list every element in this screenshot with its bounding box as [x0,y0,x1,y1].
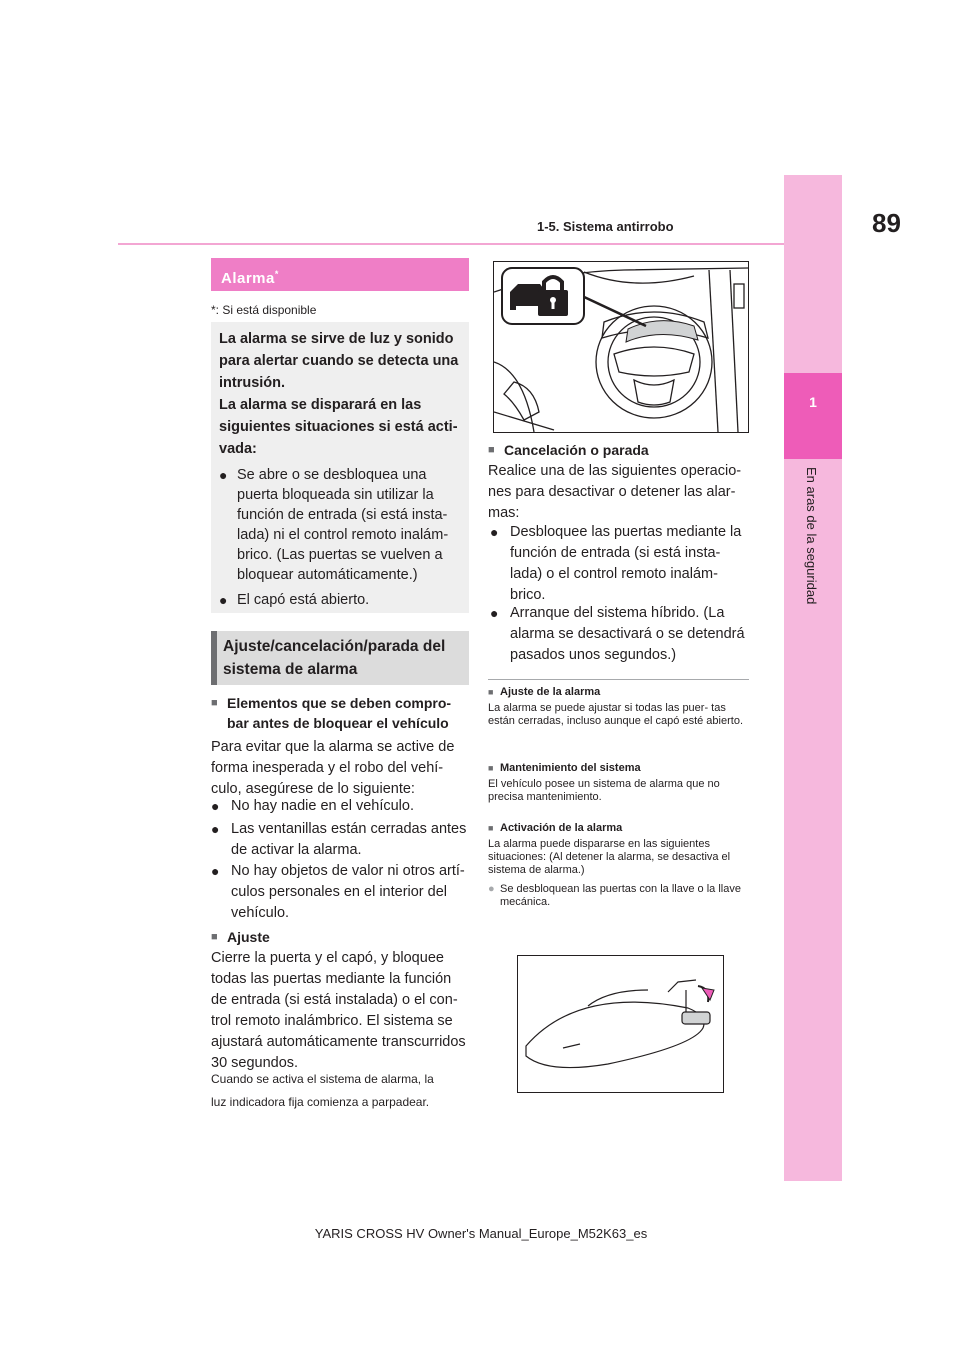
note-alarm-setting [488,685,749,728]
cancel-item [490,603,749,666]
chapter-number: 1 [809,394,817,410]
intro-line: La alarma se sirve de luz y sonido [219,331,454,347]
check-items-heading-text [227,693,451,733]
note-heading [488,685,749,699]
note-text: La alarma puede dispararse en las siguientes situaciones: (Al detener la alarma, se desactiva el sistema de alarma.) [488,838,731,876]
check-items-heading-line: bar antes de bloquear el vehículo [227,715,449,731]
alarm-trigger-item [219,465,464,585]
settings-heading [211,631,469,685]
alarm-heading [211,258,469,291]
square-icon: ■ [488,823,494,833]
footer [0,1226,960,1241]
notes-divider [488,679,749,680]
bullet-icon: ● [211,863,220,879]
alarm-intro [219,328,464,460]
note-maintenance [488,761,749,804]
note-heading [488,821,749,835]
cancel-heading [488,440,749,460]
section-title: 1-5. Sistema antirrobo [537,219,674,234]
setting-note-line: Cuando se activa el sistema de alarma, la [211,1072,434,1086]
bullet-icon: ● [219,467,228,483]
note-heading-text: Mantenimiento del sistema [500,762,641,774]
cancel-item [490,522,749,606]
chapter-side-strip [784,175,842,1181]
setting-text: Cierre la puerta y el capó, y bloquee todas las puertas mediante la función de entrada (si está instalada) o el con- trol remoto inalámbrico. El sistema se ajustará automáticamente transcurridos 30 segundos. [211,950,466,1071]
cancel-item-text: Arranque del sistema híbrido. (La alarma se desactivará o se detendrá pasados unos segundos.) [510,605,745,663]
footer-text: YARIS CROSS HV Owner's Manual_Europe_M52K63_es [314,1226,648,1241]
intro-line: La alarma se disparará en las [219,397,422,413]
intro-line: siguientes situaciones si está acti- [219,419,458,435]
settings-heading-line: Ajuste/cancelación/parada del [223,638,446,655]
square-icon: ■ [488,687,494,697]
check-item-text: No hay objetos de valor ni otros artí- culos personales en el interior del vehículo. [231,863,465,921]
bullet-icon: ● [490,605,499,621]
square-icon: ■ [488,444,495,456]
check-items-heading-line: Elementos que se deben compro- [227,695,452,711]
setting-heading-text: Ajuste [227,929,270,945]
alarm-trigger-text: El capó está abierto. [237,592,370,608]
chapter-tab [784,373,842,459]
alarm-heading-mark: * [274,269,279,279]
alarm-trigger-item [219,590,464,610]
dashboard-drawing [494,262,748,432]
square-icon: ■ [488,763,494,773]
note-activation [488,821,749,909]
setting-note-line: luz indicadora fija comienza a parpadear. [211,1095,430,1109]
intro-line: vada: [219,441,257,457]
bullet-icon: ● [219,592,228,608]
note-heading-text: Ajuste de la alarma [500,686,601,698]
intro-line: para alertar cuando se detecta una [219,353,459,369]
note-heading [488,761,749,775]
check-item [211,861,469,924]
bullet-icon: ● [490,524,499,540]
setting-heading [211,927,469,947]
cancel-intro: Realice una de las siguientes operacio- nes para desactivar o detener las alar- mas: [488,463,742,521]
square-icon: ■ [211,697,218,709]
availability-footnote: *: Si está disponible [211,303,317,317]
note-heading-text: Activación de la alarma [500,822,623,834]
intro-line: intrusión. [219,375,286,391]
header-rule [118,243,784,245]
check-items-heading [211,693,469,733]
check-item-text: No hay nadie en el vehículo. [231,798,414,814]
alarm-heading-text: Alarma [221,270,275,287]
page-number: 89 [872,208,901,238]
chapter-label-text: En aras de la seguridad [804,467,819,605]
door-handle-drawing [518,956,723,1092]
check-item-text: Las ventanillas están cerradas antes de activar la alarma. [231,821,467,858]
bullet-icon: ● [211,821,220,837]
note-bullet-text: Se desbloquean las puertas con la llave o la llave mecánica. [500,883,741,908]
bullet-icon: ● [211,798,220,814]
chapter-label [804,467,822,627]
settings-heading-line: sistema de alarma [223,661,358,678]
bullet-icon: ● [488,883,495,895]
cancel-heading-text: Cancelación o parada [504,442,649,458]
note-text: La alarma se puede ajustar si todas las puer- tas están cerradas, incluso aunque el capó esté abierto. [488,702,743,727]
dashboard-illustration [493,261,749,433]
alarm-trigger-text: Se abre o se desbloquea una puerta bloqueada sin utilizar la función de entrada (si está insta- lada) ni el control remoto inalám- brico. (Las puertas se vuelven a bloquear automáticamente.) [237,467,449,583]
cancel-item-text: Desbloquee las puertas mediante la función de entrada (si está insta- lada) o el control remoto inalám- brico. [510,524,742,603]
square-icon: ■ [211,931,218,943]
check-item [211,819,469,861]
check-item [211,796,469,817]
check-items-intro: Para evitar que la alarma se active de forma inesperada y el robo del vehí- culo, asegúrese de lo siguiente: [211,739,455,797]
door-handle-illustration [517,955,724,1093]
note-text: El vehículo posee un sistema de alarma que no precisa mantenimiento. [488,778,720,803]
note-bullet [488,883,749,909]
setting-note [211,1068,469,1114]
